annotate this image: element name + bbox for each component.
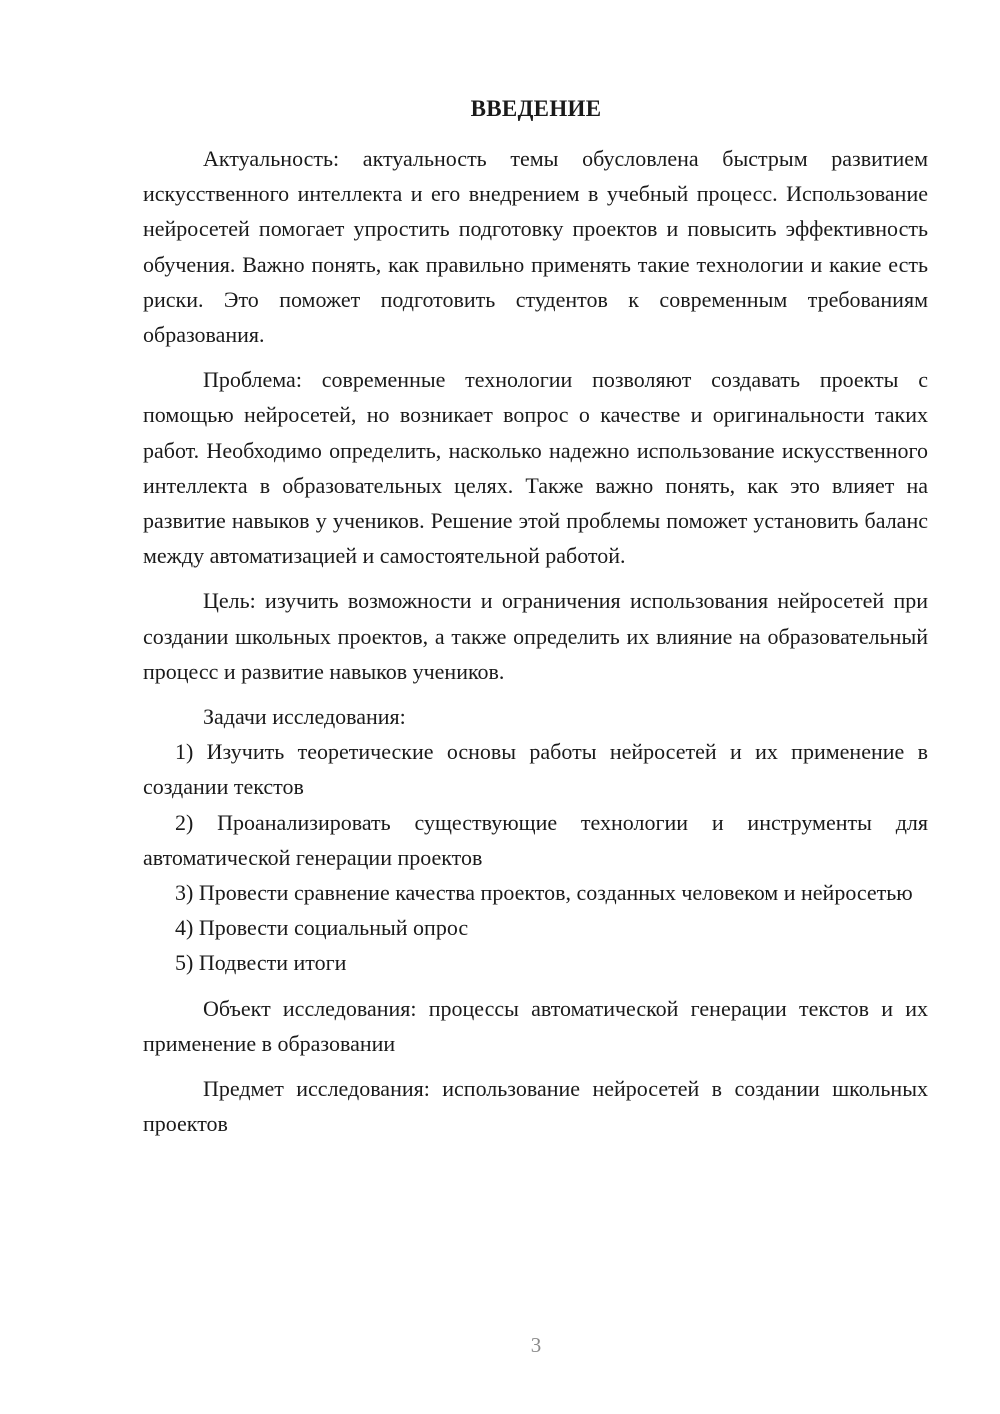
page-number: 3 — [530, 1333, 542, 1357]
tasks-list — [143, 734, 928, 980]
tasks-heading: Задачи исследования: — [203, 704, 406, 730]
task-item-3: 3) Провести сравнение качества проектов, созданных человеком и нейросетью — [175, 880, 913, 906]
paragraph-subject: Предмет исследования: использование нейросетей в создании школьных проектов — [143, 1076, 928, 1137]
paragraph-object: Объект исследования: процессы автоматической генерации текстов и их применение в образовании — [143, 995, 928, 1056]
task-item-1: 1) Изучить теоретические основы работы нейросетей и их применение в создании текстов — [143, 739, 928, 800]
body-text — [143, 141, 928, 1141]
task-item-2: 2) Проанализировать существующие технологии и инструменты для автоматической генерации проектов — [143, 809, 928, 870]
page-title: ВВЕДЕНИЕ — [470, 96, 602, 121]
paragraph-relevance: Актуальность: актуальность темы обусловлена быстрым развитием искусственного интеллекта и его внедрением в учебный процесс. Использование нейросетей помогает упростить подготовку проектов и повысить эффективность обучения. Важно понять, как правильно применять такие технологии и какие есть риски. Это поможет подготовить студентов к современным требованиям образования. — [143, 146, 928, 348]
task-item-4: 4) Провести социальный опрос — [175, 915, 469, 941]
paragraph-problem: Проблема: современные технологии позволяют создавать проекты с помощью нейросетей, но возникает вопрос о качестве и оригинальности таких работ. Необходимо определить, насколько надежно использование искусственного интеллекта в образовательных целях. Также важно понять, как это влияет на развитие навыков у учеников. Решение этой проблемы поможет установить баланс между автоматизацией и самостоятельной работой. — [143, 367, 928, 569]
paragraph-goal: Цель: изучить возможности и ограничения использования нейросетей при создании школьных проектов, а также определить их влияние на образовательный процесс и развитие навыков учеников. — [143, 588, 928, 684]
task-item-5: 5) Подвести итоги — [175, 950, 347, 976]
